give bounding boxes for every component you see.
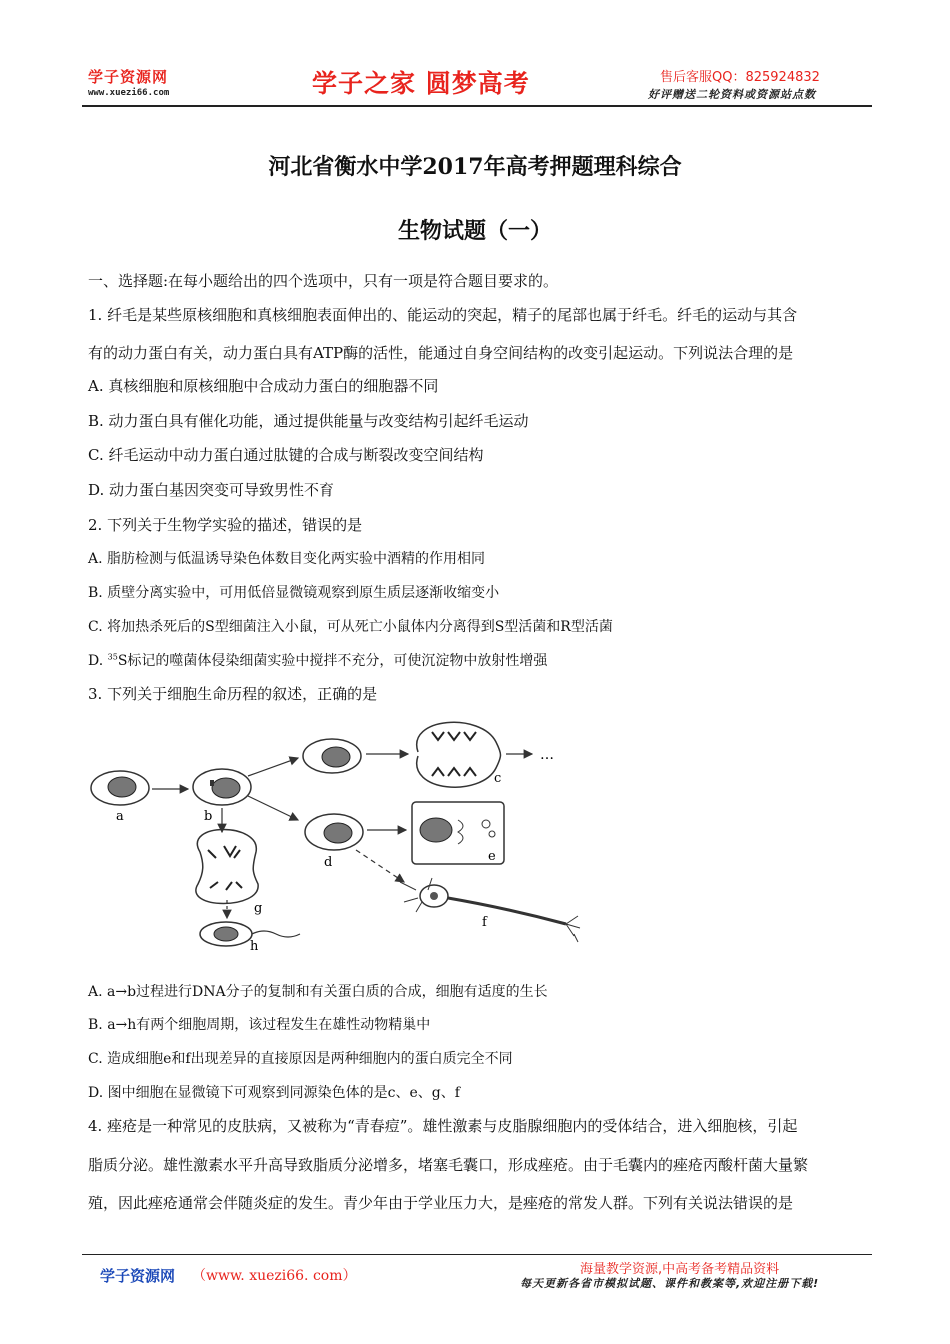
label-d: d	[324, 855, 333, 870]
q3-option-a: A. a→b过程进行DNA分子的复制和有关蛋白质的合成，细胞有适度的生长	[88, 984, 548, 1000]
cell-c	[417, 722, 501, 787]
q2-option-d-prefix: D.	[88, 653, 108, 669]
cell-d	[305, 814, 363, 850]
q3-option-b: B. a→h有两个细胞周期，该过程发生在雄性动物精巢中	[88, 1017, 431, 1033]
label-f: f	[482, 915, 487, 930]
label-a: a	[116, 809, 124, 824]
footer-brand: 学子资源网	[100, 1267, 176, 1285]
q1-option-b: B. 动力蛋白具有催化功能，通过提供能量与改变结构引起纤毛运动	[88, 412, 529, 430]
q4-line3: 殖，因此痤疮通常会伴随炎症的发生。青少年由于学业压力大，是痤疮的常发人群。下列有关说法错误的是	[88, 1194, 794, 1212]
header-divider	[82, 105, 872, 107]
label-h: h	[250, 939, 259, 954]
label-c: c	[494, 771, 502, 786]
arrow-b-upper	[248, 758, 298, 776]
footer-promo: 海量教学资源,中高考备考精品资料	[580, 1262, 780, 1277]
label-b: b	[204, 809, 213, 824]
q2-option-d-superscript: 35	[107, 652, 118, 662]
cell-upper	[303, 739, 361, 773]
q2-option-a: A. 脂肪检测与低温诱导染色体数目变化两实验中酒精的作用相同	[88, 551, 486, 567]
q2-stem: 2. 下列关于生物学实验的描述，错误的是	[88, 516, 363, 534]
q4-line1: 4. 痤疮是一种常见的皮肤病，又被称为“青春痘”。雄性激素与皮脂腺细胞内的受体结合，进入细胞核，引起	[88, 1117, 798, 1135]
header-url: www.xuezi66.com	[88, 88, 170, 98]
figure-ellipsis: …	[540, 747, 554, 763]
arrow-d-f	[356, 850, 404, 882]
cell-f	[400, 878, 580, 942]
q2-option-b: B. 质壁分离实验中，可用低倍显微镜观察到原生质层逐渐收缩变小	[88, 585, 500, 601]
q4-line2: 脂质分泌。雄性激素水平升高导致脂质分泌增多，堵塞毛囊口，形成痤疮。由于毛囊内的痤疮丙酸杆菌大量繁	[88, 1156, 809, 1174]
label-e: e	[488, 849, 496, 864]
header-slogan: 学子之家 圆梦高考	[312, 69, 530, 98]
q3-stem: 3. 下列关于细胞生命历程的叙述，正确的是	[88, 685, 378, 703]
header-qq: 售后客服QQ：825924832	[660, 70, 820, 85]
section-heading: 一、选择题:在每小题给出的四个选项中，只有一项是符合题目要求的。	[88, 272, 559, 290]
page-title: 河北省衡水中学2017年高考押题理科综合	[268, 154, 682, 180]
q1-stem-line2: 有的动力蛋白有关，动力蛋白具有ATP酶的活性，能通过自身空间结构的改变引起运动。下列说法合理的是	[88, 344, 794, 362]
cell-life-cycle-diagram	[86, 712, 606, 958]
cell-g	[196, 830, 258, 904]
header-brand: 学子资源网	[88, 68, 169, 86]
q1-stem-line1: 1. 纤毛是某些原核细胞和真核细胞表面伸出的、能运动的突起，精子的尾部也属于纤毛。纤毛的运动与其含	[88, 306, 798, 324]
q1-option-c: C. 纤毛运动中动力蛋白通过肽键的合成与断裂改变空间结构	[88, 446, 484, 464]
q2-option-d	[88, 650, 547, 670]
footer-daily: 每天更新各省市模拟试题、课件和教案等,欢迎注册下载!	[520, 1277, 820, 1290]
cell-a	[91, 771, 149, 805]
header-logo	[88, 66, 169, 98]
header-gift: 好评赠送二轮资料或资源站点数	[648, 88, 816, 101]
q3-option-c: C. 造成细胞e和f出现差异的直接原因是两种细胞内的蛋白质完全不同	[88, 1051, 513, 1067]
footer-divider	[82, 1254, 872, 1255]
q3-option-d: D. 图中细胞在显微镜下可观察到同源染色体的是c、e、g、f	[88, 1085, 460, 1101]
cell-b	[193, 769, 251, 805]
q1-option-a: A. 真核细胞和原核细胞中合成动力蛋白的细胞器不同	[88, 377, 439, 395]
page-subtitle: 生物试题（一）	[397, 218, 552, 244]
q1-option-d: D. 动力蛋白基因突变可导致男性不育	[88, 481, 335, 499]
label-g: g	[254, 901, 263, 916]
footer-url-link[interactable]: （www. xuezi66. com）	[192, 1268, 357, 1284]
q2-option-c: C. 将加热杀死后的S型细菌注入小鼠，可从死亡小鼠体内分离得到S型活菌和R型活菌	[88, 619, 613, 635]
q2-option-d-text: S标记的噬菌体侵染细菌实验中搅拌不充分，可使沉淀物中放射性增强	[117, 653, 548, 669]
arrow-b-d	[248, 796, 298, 820]
